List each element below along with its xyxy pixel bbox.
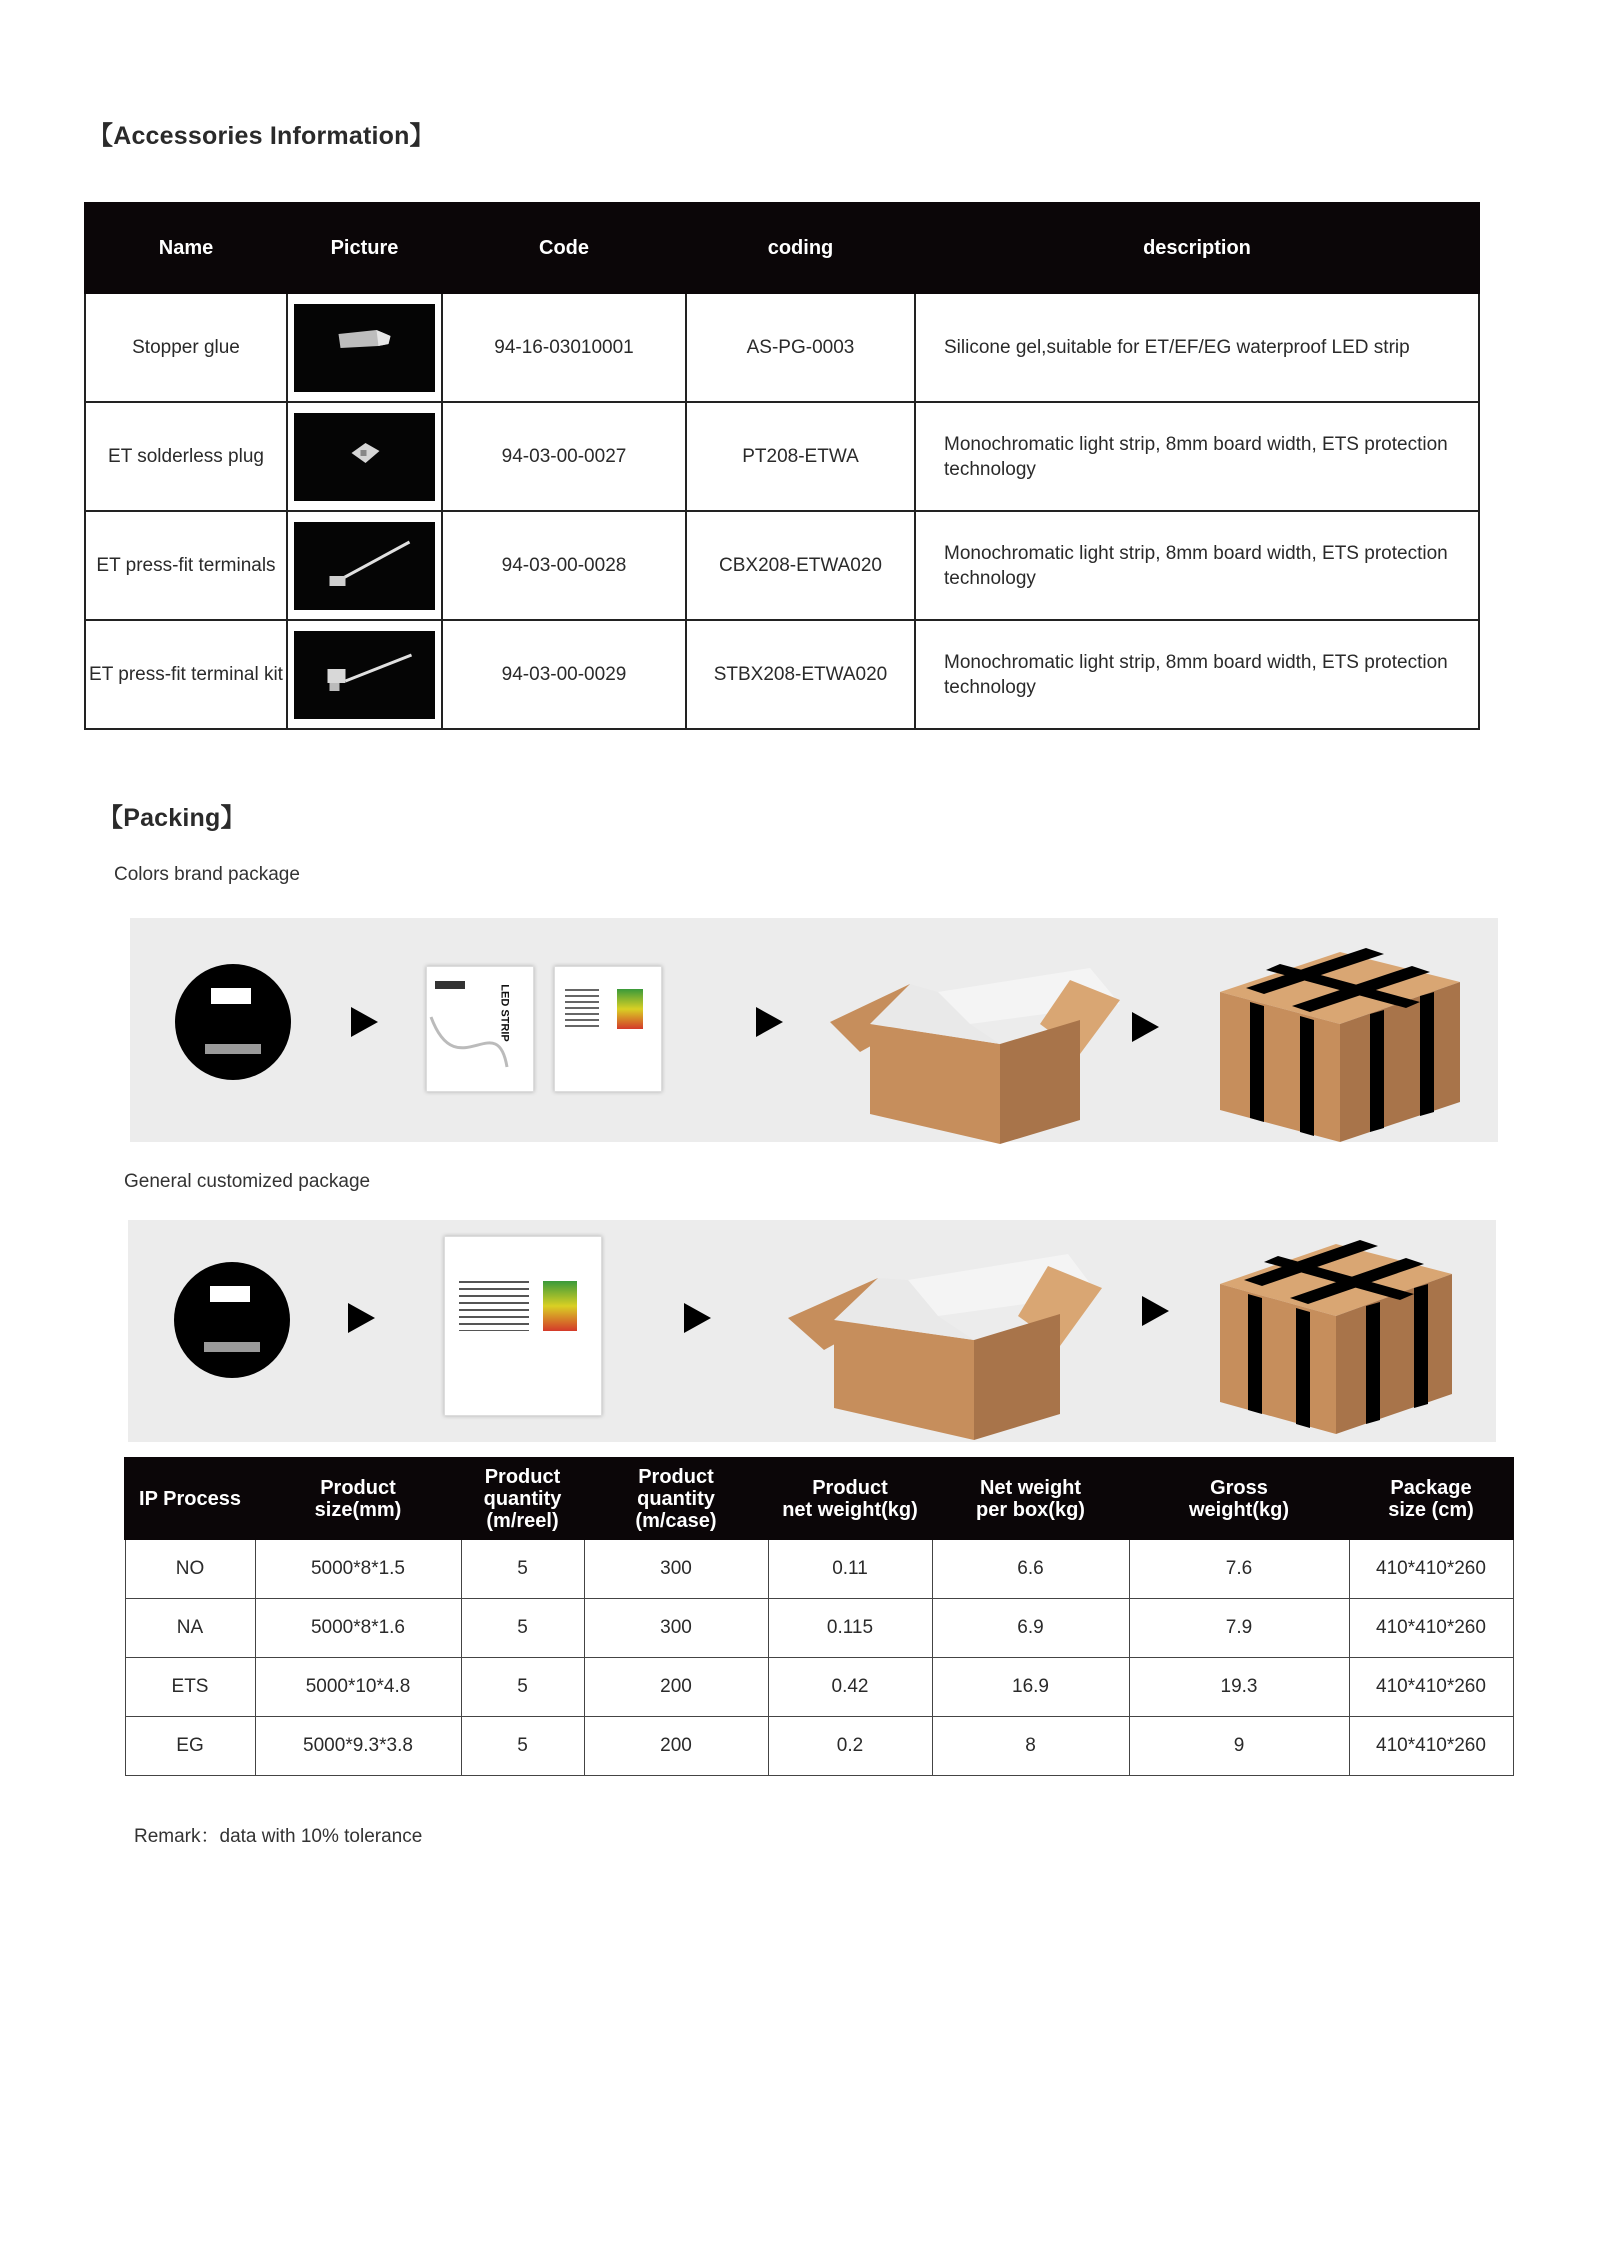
arrow-right-icon — [756, 1007, 783, 1037]
accessory-code: 94-03-00-0027 — [442, 402, 686, 511]
table-row — [125, 1539, 1513, 1599]
terminal-kit-image — [294, 631, 435, 719]
reel-disc-icon — [175, 964, 291, 1080]
header-net-weight: Product net weight(kg) — [768, 1458, 932, 1539]
packaging-bag-front — [426, 966, 534, 1092]
header-quantity-reel: Product quantity (m/reel) — [461, 1458, 584, 1539]
reel-disc-icon — [174, 1262, 290, 1378]
sealed-carton-box-icon — [1220, 1224, 1470, 1434]
cell-quantity-case: 200 — [584, 1717, 768, 1776]
header-coding: coding — [686, 203, 915, 293]
cell-net-weight-box: 6.6 — [932, 1539, 1129, 1599]
cell-ip-process: EG — [125, 1717, 255, 1776]
accessory-coding: STBX208-ETWA020 — [686, 620, 915, 729]
remark-text: Remark：data with 10% tolerance — [134, 1826, 423, 1847]
open-carton-box-icon — [778, 1230, 1118, 1440]
accessory-picture — [287, 620, 442, 729]
table-row — [125, 1599, 1513, 1658]
cell-gross-weight: 19.3 — [1129, 1658, 1349, 1717]
accessories-header-row — [85, 203, 1479, 293]
stopper-glue-image — [294, 304, 435, 392]
cell-gross-weight: 7.9 — [1129, 1599, 1349, 1658]
table-row — [125, 1717, 1513, 1776]
open-carton-box-icon — [820, 944, 1140, 1144]
cell-net-weight-box: 16.9 — [932, 1658, 1129, 1717]
cell-ip-process: ETS — [125, 1658, 255, 1717]
cell-quantity-case: 200 — [584, 1658, 768, 1717]
accessory-code: 94-16-03010001 — [442, 293, 686, 402]
accessories-title: 【Accessories Information】 — [88, 122, 435, 150]
header-code: Code — [442, 203, 686, 293]
cell-net-weight: 0.11 — [768, 1539, 932, 1599]
accessory-name: Stopper glue — [85, 293, 287, 402]
accessory-picture — [287, 293, 442, 402]
accessories-table — [84, 202, 1480, 730]
arrow-right-icon — [348, 1303, 375, 1333]
cell-net-weight: 0.2 — [768, 1717, 932, 1776]
header-net-weight-box: Net weight per box(kg) — [932, 1458, 1129, 1539]
packaging-bag — [444, 1236, 602, 1416]
cell-ip-process: NO — [125, 1539, 255, 1599]
accessory-description: Silicone gel,suitable for ET/EF/EG waterproof LED strip — [915, 293, 1479, 402]
arrow-right-icon — [1132, 1012, 1159, 1042]
accessory-coding: AS-PG-0003 — [686, 293, 915, 402]
accessory-description: Monochromatic light strip, 8mm board width, ETS protection technology — [915, 402, 1479, 511]
header-ip-process: IP Process — [125, 1458, 255, 1539]
colors-brand-package-label: Colors brand package — [114, 864, 300, 885]
accessory-name: ET press-fit terminals — [85, 511, 287, 620]
cell-quantity-reel: 5 — [461, 1599, 584, 1658]
header-name: Name — [85, 203, 287, 293]
cell-product-size: 5000*8*1.5 — [255, 1539, 461, 1599]
cell-quantity-reel: 5 — [461, 1658, 584, 1717]
cell-quantity-case: 300 — [584, 1539, 768, 1599]
table-row — [125, 1658, 1513, 1717]
cell-gross-weight: 9 — [1129, 1717, 1349, 1776]
table-row — [85, 293, 1479, 402]
general-customized-package-label: General customized package — [124, 1171, 371, 1192]
table-row — [85, 620, 1479, 729]
general-customized-package-illustration — [128, 1220, 1496, 1442]
cell-package-size: 410*410*260 — [1349, 1599, 1513, 1658]
cell-net-weight: 0.42 — [768, 1658, 932, 1717]
packaging-bag-back — [554, 966, 662, 1092]
header-description: description — [915, 203, 1479, 293]
cell-quantity-case: 300 — [584, 1599, 768, 1658]
cell-package-size: 410*410*260 — [1349, 1539, 1513, 1599]
table-row — [85, 511, 1479, 620]
cell-product-size: 5000*9.3*3.8 — [255, 1717, 461, 1776]
header-gross-weight: Gross weight(kg) — [1129, 1458, 1349, 1539]
table-row — [85, 402, 1479, 511]
press-fit-terminal-image — [294, 522, 435, 610]
cell-quantity-reel: 5 — [461, 1539, 584, 1599]
solderless-plug-image — [294, 413, 435, 501]
accessory-name: ET solderless plug — [85, 402, 287, 511]
colors-brand-package-illustration — [130, 918, 1498, 1142]
accessory-picture — [287, 402, 442, 511]
accessory-picture — [287, 511, 442, 620]
accessory-coding: PT208-ETWA — [686, 402, 915, 511]
cell-package-size: 410*410*260 — [1349, 1717, 1513, 1776]
arrow-right-icon — [684, 1303, 711, 1333]
accessory-description: Monochromatic light strip, 8mm board width, ETS protection technology — [915, 620, 1479, 729]
accessory-description: Monochromatic light strip, 8mm board width, ETS protection technology — [915, 511, 1479, 620]
packing-table — [124, 1457, 1514, 1776]
header-picture: Picture — [287, 203, 442, 293]
cell-net-weight-box: 6.9 — [932, 1599, 1129, 1658]
cell-quantity-reel: 5 — [461, 1717, 584, 1776]
cell-gross-weight: 7.6 — [1129, 1539, 1349, 1599]
accessory-code: 94-03-00-0028 — [442, 511, 686, 620]
accessory-code: 94-03-00-0029 — [442, 620, 686, 729]
accessory-coding: CBX208-ETWA020 — [686, 511, 915, 620]
cell-ip-process: NA — [125, 1599, 255, 1658]
cell-net-weight-box: 8 — [932, 1717, 1129, 1776]
header-package-size: Package size (cm) — [1349, 1458, 1513, 1539]
sealed-carton-box-icon — [1220, 932, 1480, 1142]
arrow-right-icon — [351, 1007, 378, 1037]
header-quantity-case: Product quantity (m/case) — [584, 1458, 768, 1539]
accessory-name: ET press-fit terminal kit — [85, 620, 287, 729]
arrow-right-icon — [1142, 1296, 1169, 1326]
cell-product-size: 5000*10*4.8 — [255, 1658, 461, 1717]
header-product-size: Product size(mm) — [255, 1458, 461, 1539]
bag-led-strip-text: LED STRIP — [498, 984, 511, 1042]
cell-net-weight: 0.115 — [768, 1599, 932, 1658]
packing-header-row — [125, 1458, 1513, 1539]
cell-package-size: 410*410*260 — [1349, 1658, 1513, 1717]
cell-product-size: 5000*8*1.6 — [255, 1599, 461, 1658]
packing-title: 【Packing】 — [98, 804, 246, 832]
